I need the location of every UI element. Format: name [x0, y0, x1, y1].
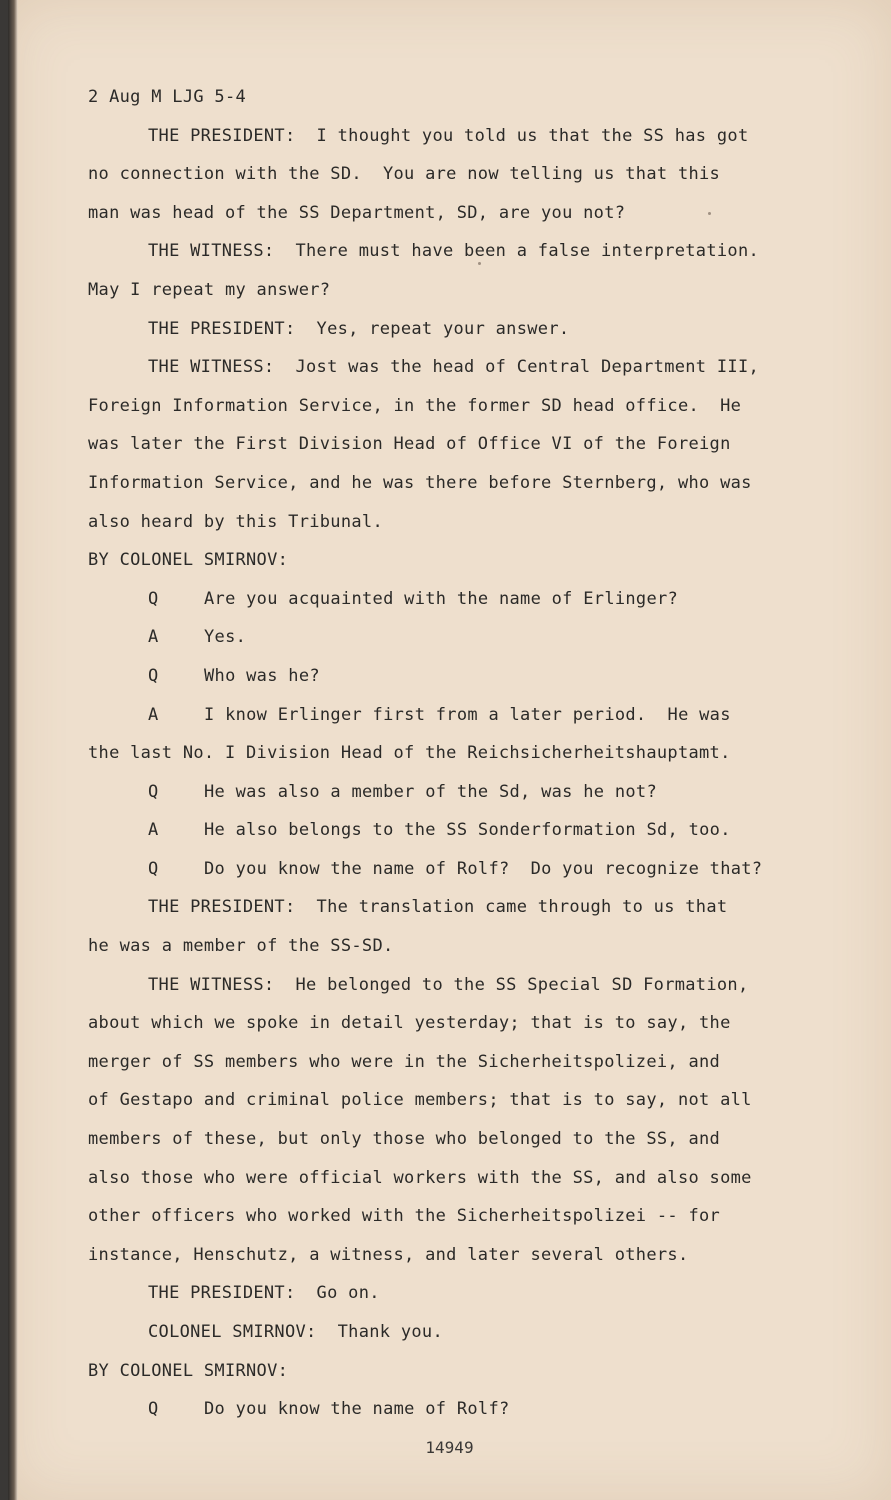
- answer-line: [88, 618, 828, 657]
- speaker-paragraph: THE PRESIDENT: Go on.: [148, 1283, 380, 1304]
- q-marker: Q: [148, 665, 159, 686]
- document-page: [8, 0, 891, 1500]
- transcript-line: of Gestapo and criminal police members; that is to say, not all: [88, 1090, 752, 1111]
- scanned-page-edge: [8, 0, 18, 1500]
- transcript-line: about which we spoke in detail yesterday; that is to say, the: [88, 1013, 731, 1034]
- typed-transcript: [88, 78, 828, 1429]
- question-line: [88, 773, 828, 812]
- examiner-heading: BY COLONEL SMIRNOV:: [88, 1360, 289, 1381]
- transcript-line: the last No. I Division Head of the Reichsicherheitshauptamt.: [88, 743, 731, 764]
- a-marker: A: [148, 627, 159, 648]
- transcript-line: also those who were official workers with the SS, and also some: [88, 1167, 752, 1188]
- a-marker: A: [148, 820, 159, 841]
- transcript-line: members of these, but only those who belonged to the SS, and: [88, 1129, 721, 1150]
- speaker-paragraph: THE WITNESS: Jost was the head of Central Department III,: [148, 357, 760, 378]
- speaker-paragraph: COLONEL SMIRNOV: Thank you.: [148, 1322, 443, 1342]
- qa-text: Are you acquainted with the name of Erlinger?: [204, 588, 679, 609]
- qa-text: He also belongs to the SS Sonderformation Sd, too.: [204, 820, 731, 841]
- q-marker: Q: [148, 588, 159, 609]
- question-line: [88, 1390, 828, 1429]
- qa-text: He was also a member of the Sd, was he not?: [204, 781, 657, 802]
- qa-text: Do you know the name of Rolf? Do you recognize that?: [204, 858, 763, 879]
- q-marker: Q: [148, 781, 159, 802]
- transcript-line: Information Service, and he was there before Sternberg, who was: [88, 472, 752, 493]
- qa-text: Yes.: [204, 627, 247, 648]
- transcript-line: also heard by this Tribunal.: [88, 511, 383, 532]
- q-marker: Q: [148, 1399, 159, 1420]
- speaker-paragraph: THE PRESIDENT: I thought you told us that the SS has got: [148, 125, 749, 146]
- question-line: [88, 850, 828, 889]
- page-number: 14949: [425, 1438, 474, 1457]
- speaker-paragraph: THE PRESIDENT: The translation came through to us that: [148, 897, 728, 918]
- transcript-line: other officers who worked with the Sicherheitspolizei -- for: [88, 1206, 721, 1227]
- q-marker: Q: [148, 858, 159, 879]
- a-marker: A: [148, 704, 159, 725]
- qa-text: I know Erlinger first from a later period. He was: [204, 704, 731, 725]
- answer-line: [88, 811, 828, 850]
- transcript-line: instance, Henschutz, a witness, and later several others.: [88, 1244, 689, 1265]
- transcript-line: no connection with the SD. You are now telling us that this: [88, 164, 721, 185]
- speaker-paragraph: THE WITNESS: He belonged to the SS Special SD Formation,: [148, 974, 749, 995]
- transcript-line: merger of SS members who were in the Sicherheitspolizei, and: [88, 1051, 721, 1072]
- transcript-line: May I repeat my answer?: [88, 279, 331, 300]
- examiner-heading: BY COLONEL SMIRNOV:: [88, 550, 289, 571]
- speaker-paragraph: THE PRESIDENT: Yes, repeat your answer.: [148, 318, 570, 339]
- transcript-line: man was head of the SS Department, SD, are you not?: [88, 202, 626, 223]
- qa-text: Who was he?: [204, 665, 320, 686]
- answer-line: [88, 696, 828, 735]
- transcript-line: Foreign Information Service, in the former SD head office. He: [88, 395, 742, 416]
- question-line: [88, 580, 828, 619]
- page-header: 2 Aug M LJG 5-4: [88, 87, 247, 107]
- qa-text: Do you know the name of Rolf?: [204, 1399, 510, 1420]
- speaker-paragraph: THE WITNESS: There must have been a false interpretation.: [148, 241, 760, 262]
- question-line: [88, 657, 828, 696]
- transcript-line: he was a member of the SS-SD.: [88, 936, 394, 957]
- transcript-line: was later the First Division Head of Office VI of the Foreign: [88, 434, 731, 455]
